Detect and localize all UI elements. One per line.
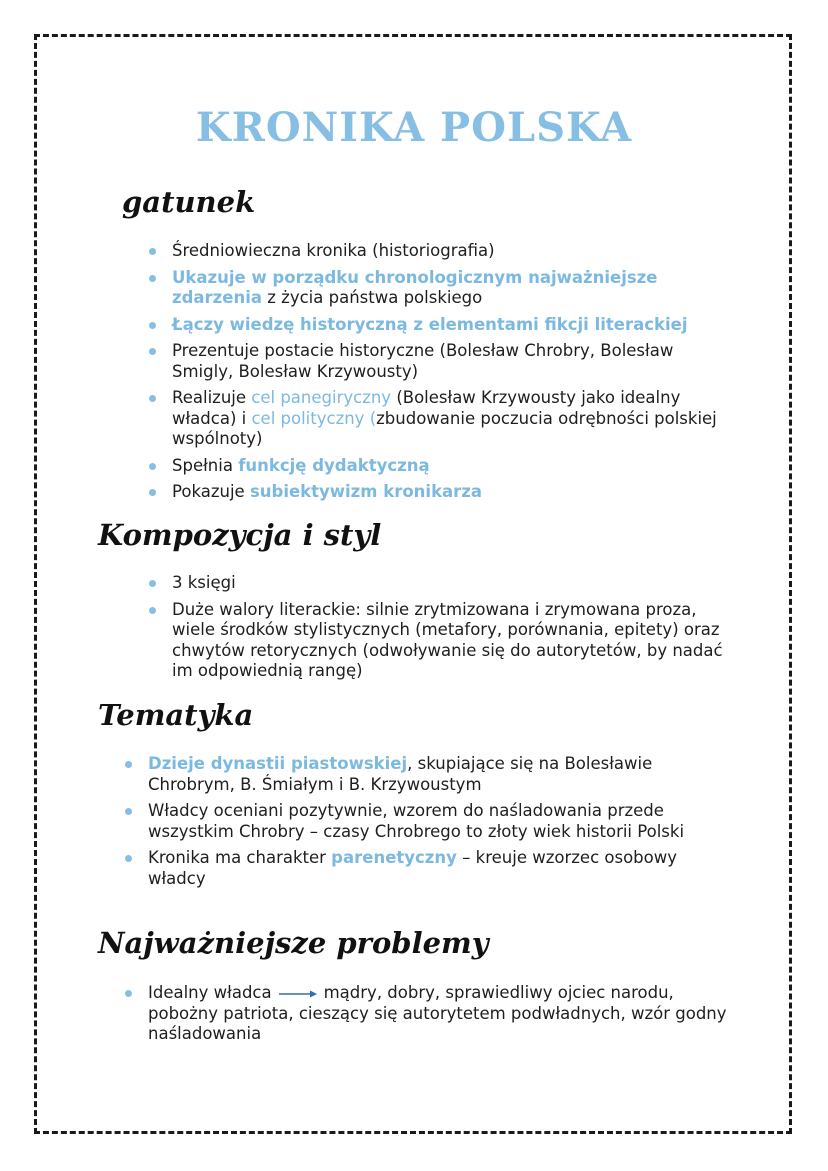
list-item: Spełnia funkcję dydaktyczną <box>146 456 736 477</box>
page-title: KRONIKA POLSKA <box>195 104 633 151</box>
list-item: Realizuje cel panegiryczny (Bolesław Krzywousty jako idealny władca) i cel polityczny (zbudowanie poczucia odrębności polskiej wspólnoty) <box>146 388 736 450</box>
list-item: Idealny władca mądry, dobry, sprawiedliwy ojciec narodu, pobożny patriota, cieszący się autorytetem podwładnych, wzór godny naśladowania <box>122 983 736 1045</box>
list-item: Ukazuje w porządku chronologicznym najważniejsze zdarzenia z życia państwa polskiego <box>146 268 736 309</box>
highlight-text: Łączy wiedzę historyczną z elementami fikcji literackiej <box>172 314 688 334</box>
gatunek-list <box>146 241 736 509</box>
highlight-text: subiektywizm kronikarza <box>249 482 483 501</box>
list-item: Dzieje dynastii piastowskiej, skupiające się na Bolesławie Chrobrym, B. Śmiałym i B. Krzywoustym <box>122 754 736 795</box>
highlight-text: cel polityczny ( <box>251 408 377 428</box>
list-item <box>146 315 736 336</box>
section-heading-problemy: Najważniejsze problemy <box>98 926 489 960</box>
list-item: Prezentuje postacie historyczne (Bolesław Chrobry, Bolesław Smigly, Bolesław Krzywousty) <box>146 341 736 382</box>
list-item: Pokazuje subiektywizm kronikarza <box>146 482 736 503</box>
list-item: 3 księgi <box>146 573 736 594</box>
section-heading-kompozycja: Kompozycja i styl <box>98 518 382 552</box>
highlight-text: parenetyczny <box>331 848 457 867</box>
section-heading-tematyka: Tematyka <box>98 698 254 732</box>
highlight-text: cel panegiryczny <box>251 388 392 407</box>
arrow-right-icon <box>278 989 318 999</box>
list-item: Średniowieczna kronika (historiografia) <box>146 241 736 262</box>
highlight-text: Ukazuje w porządku chronologicznym najważniejsze zdarzenia <box>172 267 658 307</box>
problemy-list <box>122 983 736 1051</box>
tematyka-list <box>122 754 736 895</box>
section-heading-gatunek: gatunek <box>122 185 256 219</box>
highlight-text: funkcję dydaktyczną <box>238 455 430 475</box>
list-item: Władcy oceniani pozytywnie, wzorem do naśladowania przede wszystkim Chrobry – czasy Chrobrego to złoty wiek historii Polski <box>122 801 736 842</box>
list-item: Kronika ma charakter parenetyczny – kreuje wzorzec osobowy władcy <box>122 848 736 889</box>
highlight-text: Dzieje dynastii piastowskiej <box>148 754 408 773</box>
list-item: Duże walory literackie: silnie zrytmizowana i zrymowana proza, wiele środków stylistycznych (metafory, porównania, epitety) oraz chwytów retorycznych (odwoływanie się do autorytetów, by nadać im odpowiednią rangę) <box>146 600 736 682</box>
kompozycja-list <box>146 573 736 688</box>
